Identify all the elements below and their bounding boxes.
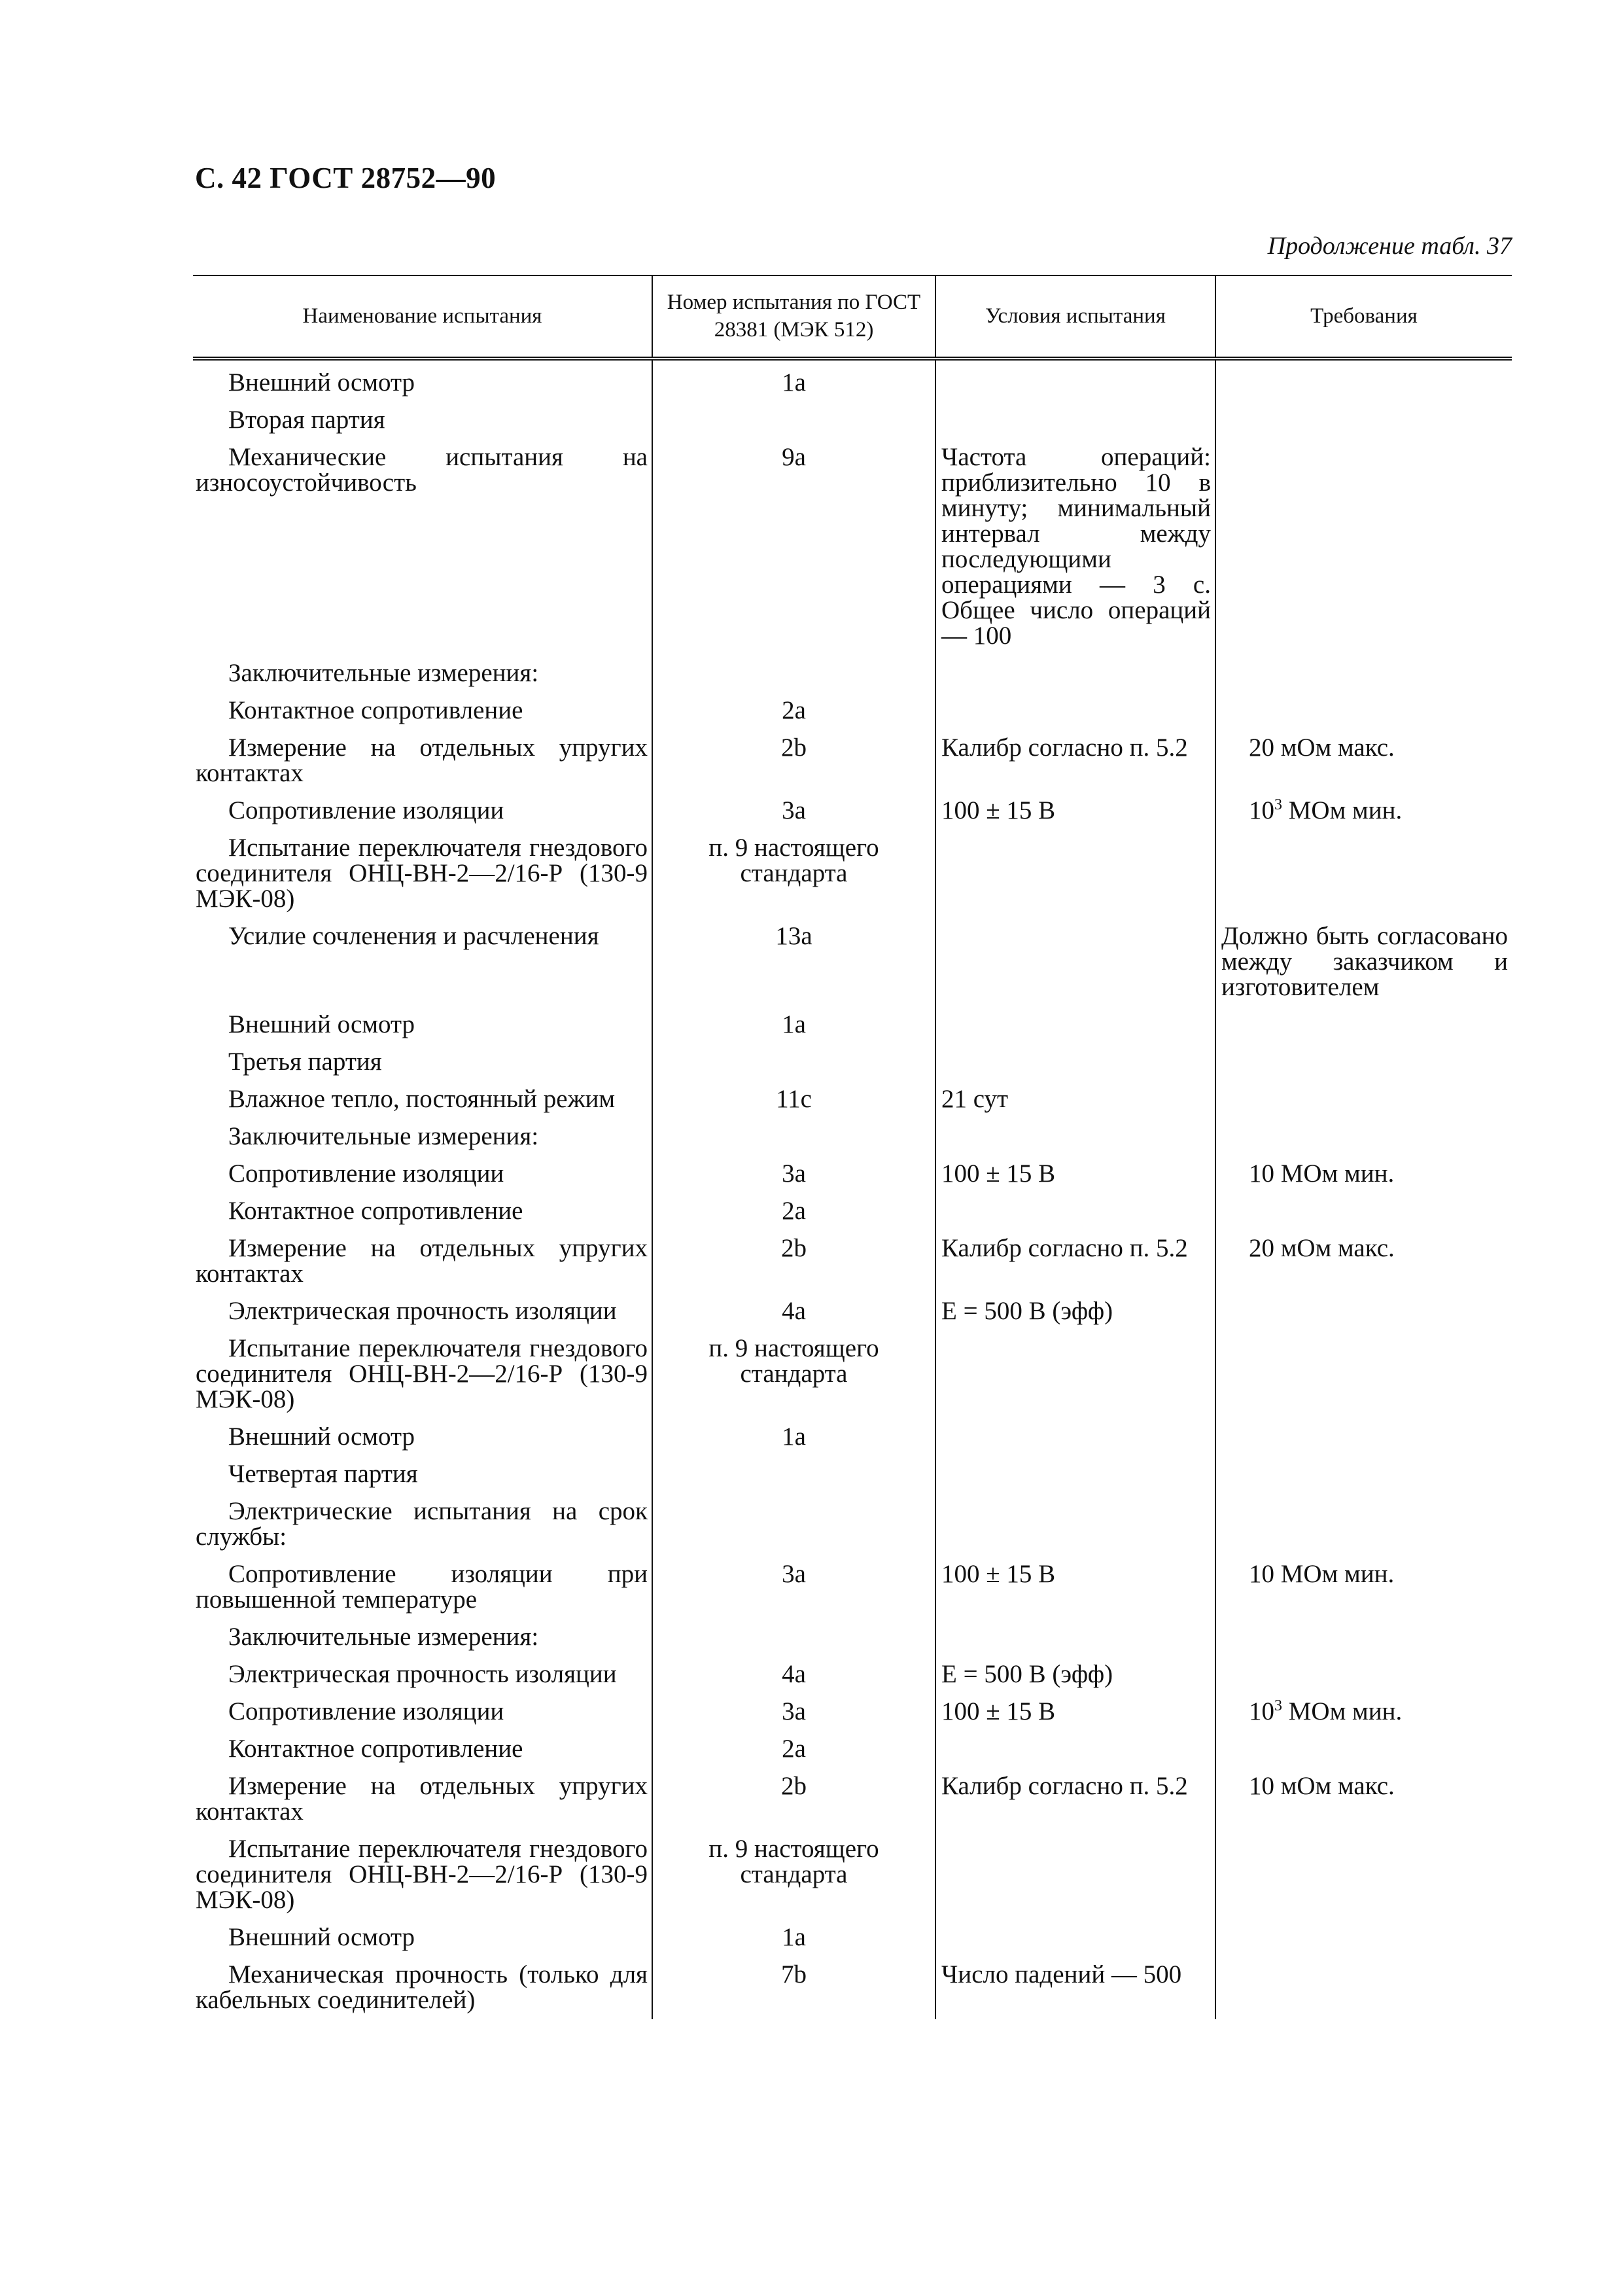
test-number-cell: 2a (652, 1731, 935, 1768)
test-number-cell: 3a (652, 1556, 935, 1619)
requirements-cell (1215, 830, 1512, 918)
column-header-requirements: Требования (1215, 275, 1512, 359)
test-conditions-text: Число падений — 500 (941, 1960, 1182, 1988)
test-conditions-cell (935, 918, 1215, 1006)
requirements-cell (1215, 1731, 1512, 1768)
test-number-cell (652, 655, 935, 692)
table-header-row (193, 275, 1512, 359)
test-name-text: Заключительные измерения: (228, 1623, 539, 1651)
test-name-cell (193, 1293, 652, 1330)
requirements-cell (1215, 655, 1512, 692)
test-name-cell (193, 1156, 652, 1193)
test-name-text: Измерение на отдельных упругих контактах (196, 733, 648, 787)
requirement-value-base: 10 (1249, 1697, 1274, 1725)
test-conditions-cell (935, 1731, 1215, 1768)
test-conditions-text: 100 ± 15 В (941, 796, 1056, 824)
table-row (193, 692, 1512, 730)
table-row (193, 1044, 1512, 1081)
table-row (193, 792, 1512, 830)
test-number-cell (652, 1044, 935, 1081)
test-name-cell (193, 1656, 652, 1693)
requirement-unit: МОм мин. (1282, 796, 1403, 824)
test-conditions-cell (935, 1118, 1215, 1156)
test-name-cell (193, 1081, 652, 1118)
test-number-cell: п. 9 настоящего стандарта (652, 1831, 935, 1919)
requirement-exponent: 3 (1274, 1697, 1282, 1714)
requirement-unit: МОм мин. (1282, 1697, 1403, 1725)
test-name-text: Электрические испытания на срок службы: (196, 1497, 648, 1551)
test-conditions-cell (935, 1006, 1215, 1044)
table-row (193, 1419, 1512, 1456)
test-number-cell: 3a (652, 1693, 935, 1731)
test-name-text: Четвертая партия (228, 1460, 418, 1488)
test-conditions-cell (935, 830, 1215, 918)
test-conditions-cell (935, 1456, 1215, 1493)
test-number-cell: 2b (652, 1230, 935, 1293)
table-row (193, 1731, 1512, 1768)
requirements-cell (1215, 1081, 1512, 1118)
table-row (193, 1006, 1512, 1044)
table-row (193, 1193, 1512, 1230)
test-conditions-text: 100 ± 15 В (941, 1560, 1056, 1588)
test-conditions-cell (935, 1419, 1215, 1456)
test-conditions-cell (935, 1768, 1215, 1831)
table-row (193, 1156, 1512, 1193)
requirements-cell: 20 мОм макс. (1215, 730, 1512, 792)
test-name-cell (193, 1731, 652, 1768)
table-row (193, 1293, 1512, 1330)
table-continuation-label: Продолжение табл. 37 (1267, 232, 1512, 260)
test-conditions-cell (935, 1493, 1215, 1556)
test-number-cell: 3a (652, 792, 935, 830)
test-name-cell (193, 830, 652, 918)
test-number-cell: 13a (652, 918, 935, 1006)
requirements-cell: 10 МОм мин. (1215, 1156, 1512, 1193)
test-name-text: Сопротивление изоляции (228, 1159, 504, 1188)
column-header-test-name: Наименование испытания (193, 275, 652, 359)
test-conditions-cell (935, 1556, 1215, 1619)
test-name-text: Измерение на отдельных упругих контактах (196, 1234, 648, 1288)
test-name-text: Контактное сопротивление (228, 1735, 523, 1763)
table-row (193, 1693, 1512, 1731)
test-conditions-text: Е = 500 В (эфф) (941, 1660, 1113, 1688)
test-conditions-cell (935, 1156, 1215, 1193)
test-name-cell (193, 359, 652, 402)
test-name-cell (193, 1919, 652, 1956)
test-number-cell (652, 402, 935, 439)
test-number-cell (652, 1456, 935, 1493)
test-number-cell: 11c (652, 1081, 935, 1118)
test-number-cell: п. 9 настоящего стандарта (652, 1330, 935, 1419)
test-number-cell: 7b (652, 1956, 935, 2019)
test-number-cell: 4a (652, 1656, 935, 1693)
test-conditions-cell (935, 402, 1215, 439)
test-conditions-cell (935, 1230, 1215, 1293)
test-name-cell (193, 1230, 652, 1293)
table-row (193, 1956, 1512, 2019)
requirements-cell (1215, 1956, 1512, 2019)
test-conditions-cell (935, 1619, 1215, 1656)
test-conditions-text: 21 сут (941, 1085, 1009, 1113)
test-name-cell (193, 1419, 652, 1456)
test-name-cell (193, 1330, 652, 1419)
requirements-cell (1215, 359, 1512, 402)
test-conditions-cell (935, 1293, 1215, 1330)
test-number-cell (652, 1493, 935, 1556)
table-row (193, 1456, 1512, 1493)
test-number-cell: 1a (652, 1419, 935, 1456)
test-conditions-cell (935, 359, 1215, 402)
table-row (193, 830, 1512, 918)
test-conditions-cell (935, 1330, 1215, 1419)
test-name-cell (193, 792, 652, 830)
test-name-cell (193, 1956, 652, 2019)
test-conditions-text: Калибр согласно п. 5.2 (941, 1234, 1188, 1262)
table-header (193, 275, 1512, 359)
table-row (193, 1619, 1512, 1656)
test-name-cell (193, 439, 652, 655)
test-table-container (193, 275, 1512, 2019)
requirement-value-base: 10 (1249, 796, 1274, 824)
requirements-cell (1215, 1656, 1512, 1693)
test-name-text: Контактное сопротивление (228, 696, 523, 724)
test-number-cell (652, 1619, 935, 1656)
test-name-cell (193, 1006, 652, 1044)
table-row (193, 1330, 1512, 1419)
test-name-text: Измерение на отдельных упругих контактах (196, 1772, 648, 1826)
table-row (193, 1556, 1512, 1619)
page-header: С. 42 ГОСТ 28752—90 (195, 162, 497, 194)
test-name-cell (193, 1118, 652, 1156)
table-row (193, 1118, 1512, 1156)
test-conditions-cell (935, 692, 1215, 730)
test-name-text: Сопротивление изоляции при повышенной температуре (196, 1560, 648, 1614)
requirements-cell (1215, 1330, 1512, 1419)
test-conditions-cell (935, 439, 1215, 655)
test-name-cell (193, 1193, 652, 1230)
table-row (193, 1081, 1512, 1118)
test-number-cell: 2a (652, 692, 935, 730)
test-conditions-cell (935, 1193, 1215, 1230)
test-name-cell (193, 1619, 652, 1656)
test-name-text: Внешний осмотр (228, 368, 415, 397)
test-name-text: Электрическая прочность изоляции (228, 1660, 617, 1688)
test-name-text: Контактное сопротивление (228, 1197, 523, 1225)
test-number-cell: 1a (652, 1919, 935, 1956)
table-row (193, 1493, 1512, 1556)
test-conditions-cell (935, 1831, 1215, 1919)
test-name-text: Заключительные измерения: (228, 1122, 539, 1150)
test-name-cell (193, 655, 652, 692)
requirements-cell: 10 МОм мин. (1215, 1556, 1512, 1619)
table-row (193, 1919, 1512, 1956)
table-row (193, 1230, 1512, 1293)
test-name-text: Испытание переключателя гнездового соединителя ОНЦ-ВН-2—2/16-Р (130-9 МЭК-08) (196, 834, 648, 913)
test-table (193, 275, 1512, 2019)
test-number-cell: 2b (652, 1768, 935, 1831)
requirements-cell (1215, 1044, 1512, 1081)
test-number-cell: 1a (652, 359, 935, 402)
requirements-cell (1215, 1293, 1512, 1330)
table-row (193, 918, 1512, 1006)
test-conditions-cell (935, 1956, 1215, 2019)
requirements-cell (1215, 1919, 1512, 1956)
test-conditions-text: 100 ± 15 В (941, 1697, 1056, 1725)
test-conditions-cell (935, 792, 1215, 830)
test-number-cell: 2a (652, 1193, 935, 1230)
test-name-text: Внешний осмотр (228, 1422, 415, 1451)
test-name-cell (193, 1456, 652, 1493)
requirements-cell: 20 мОм макс. (1215, 1230, 1512, 1293)
test-number-cell: п. 9 настоящего стандарта (652, 830, 935, 918)
test-name-text: Сопротивление изоляции (228, 796, 504, 824)
test-name-text: Электрическая прочность изоляции (228, 1297, 617, 1325)
requirements-cell (1215, 1118, 1512, 1156)
test-conditions-cell (935, 655, 1215, 692)
requirements-cell (1215, 439, 1512, 655)
requirements-cell (1215, 1456, 1512, 1493)
test-name-text: Испытание переключателя гнездового соединителя ОНЦ-ВН-2—2/16-Р (130-9 МЭК-08) (196, 1835, 648, 1914)
test-conditions-cell (935, 1081, 1215, 1118)
test-name-text: Влажное тепло, постоянный режим (228, 1085, 616, 1113)
test-name-cell (193, 1693, 652, 1731)
table-row (193, 1768, 1512, 1831)
test-name-text: Заключительные измерения: (228, 659, 539, 687)
requirements-cell: Должно быть согласовано между заказчиком и изготовителем (1215, 918, 1512, 1006)
requirements-cell (1215, 1493, 1512, 1556)
table-row (193, 359, 1512, 402)
test-conditions-text: Калибр согласно п. 5.2 (941, 733, 1188, 762)
requirements-cell (1215, 1693, 1512, 1731)
test-number-cell: 1a (652, 1006, 935, 1044)
test-name-cell (193, 1831, 652, 1919)
table-row (193, 402, 1512, 439)
test-name-cell (193, 1768, 652, 1831)
test-name-text: Испытание переключателя гнездового соединителя ОНЦ-ВН-2—2/16-Р (130-9 МЭК-08) (196, 1334, 648, 1413)
requirements-cell (1215, 1619, 1512, 1656)
requirements-cell (1215, 402, 1512, 439)
test-conditions-cell (935, 730, 1215, 792)
test-name-cell (193, 918, 652, 1006)
test-conditions-text: Калибр согласно п. 5.2 (941, 1772, 1188, 1800)
test-name-cell (193, 1493, 652, 1556)
test-conditions-text: 100 ± 15 В (941, 1159, 1056, 1188)
test-name-cell (193, 402, 652, 439)
requirements-cell: 10 мОм макс. (1215, 1768, 1512, 1831)
requirements-cell (1215, 792, 1512, 830)
requirements-cell (1215, 1419, 1512, 1456)
table-row (193, 1831, 1512, 1919)
test-name-text: Вторая партия (228, 406, 385, 434)
test-name-text: Внешний осмотр (228, 1923, 415, 1951)
test-name-cell (193, 1556, 652, 1619)
test-conditions-cell (935, 1044, 1215, 1081)
requirements-cell (1215, 692, 1512, 730)
test-number-cell: 9a (652, 439, 935, 655)
test-name-text: Внешний осмотр (228, 1010, 415, 1038)
test-name-text: Сопротивление изоляции (228, 1697, 504, 1725)
test-name-text: Усилие сочленения и расчленения (228, 922, 599, 950)
table-body (193, 359, 1512, 2019)
test-name-text: Механические испытания на износоустойчивость (196, 443, 648, 497)
test-conditions-cell (935, 1693, 1215, 1731)
table-row (193, 655, 1512, 692)
table-row (193, 439, 1512, 655)
test-name-cell (193, 692, 652, 730)
requirements-cell (1215, 1193, 1512, 1230)
test-name-text: Третья партия (228, 1048, 382, 1076)
test-conditions-cell (935, 1919, 1215, 1956)
test-conditions-text: Е = 500 В (эфф) (941, 1297, 1113, 1325)
column-header-test-number: Номер испытания по ГОСТ 28381 (МЭК 512) (652, 275, 935, 359)
test-number-cell: 4a (652, 1293, 935, 1330)
test-conditions-cell (935, 1656, 1215, 1693)
requirements-cell (1215, 1831, 1512, 1919)
table-row (193, 1656, 1512, 1693)
column-header-conditions: Условия испытания (935, 275, 1215, 359)
test-number-cell: 3a (652, 1156, 935, 1193)
test-name-cell (193, 1044, 652, 1081)
test-name-cell (193, 730, 652, 792)
requirements-cell (1215, 1006, 1512, 1044)
test-number-cell: 2b (652, 730, 935, 792)
test-number-cell (652, 1118, 935, 1156)
requirement-exponent: 3 (1274, 796, 1282, 813)
test-name-text: Механическая прочность (только для кабельных соединителей) (196, 1960, 648, 2014)
test-conditions-text: Частота операций: приблизительно 10 в минуту; минимальный интервал между последующими операциями — 3 с. Общее число операций — 100 (941, 443, 1211, 650)
table-row (193, 730, 1512, 792)
